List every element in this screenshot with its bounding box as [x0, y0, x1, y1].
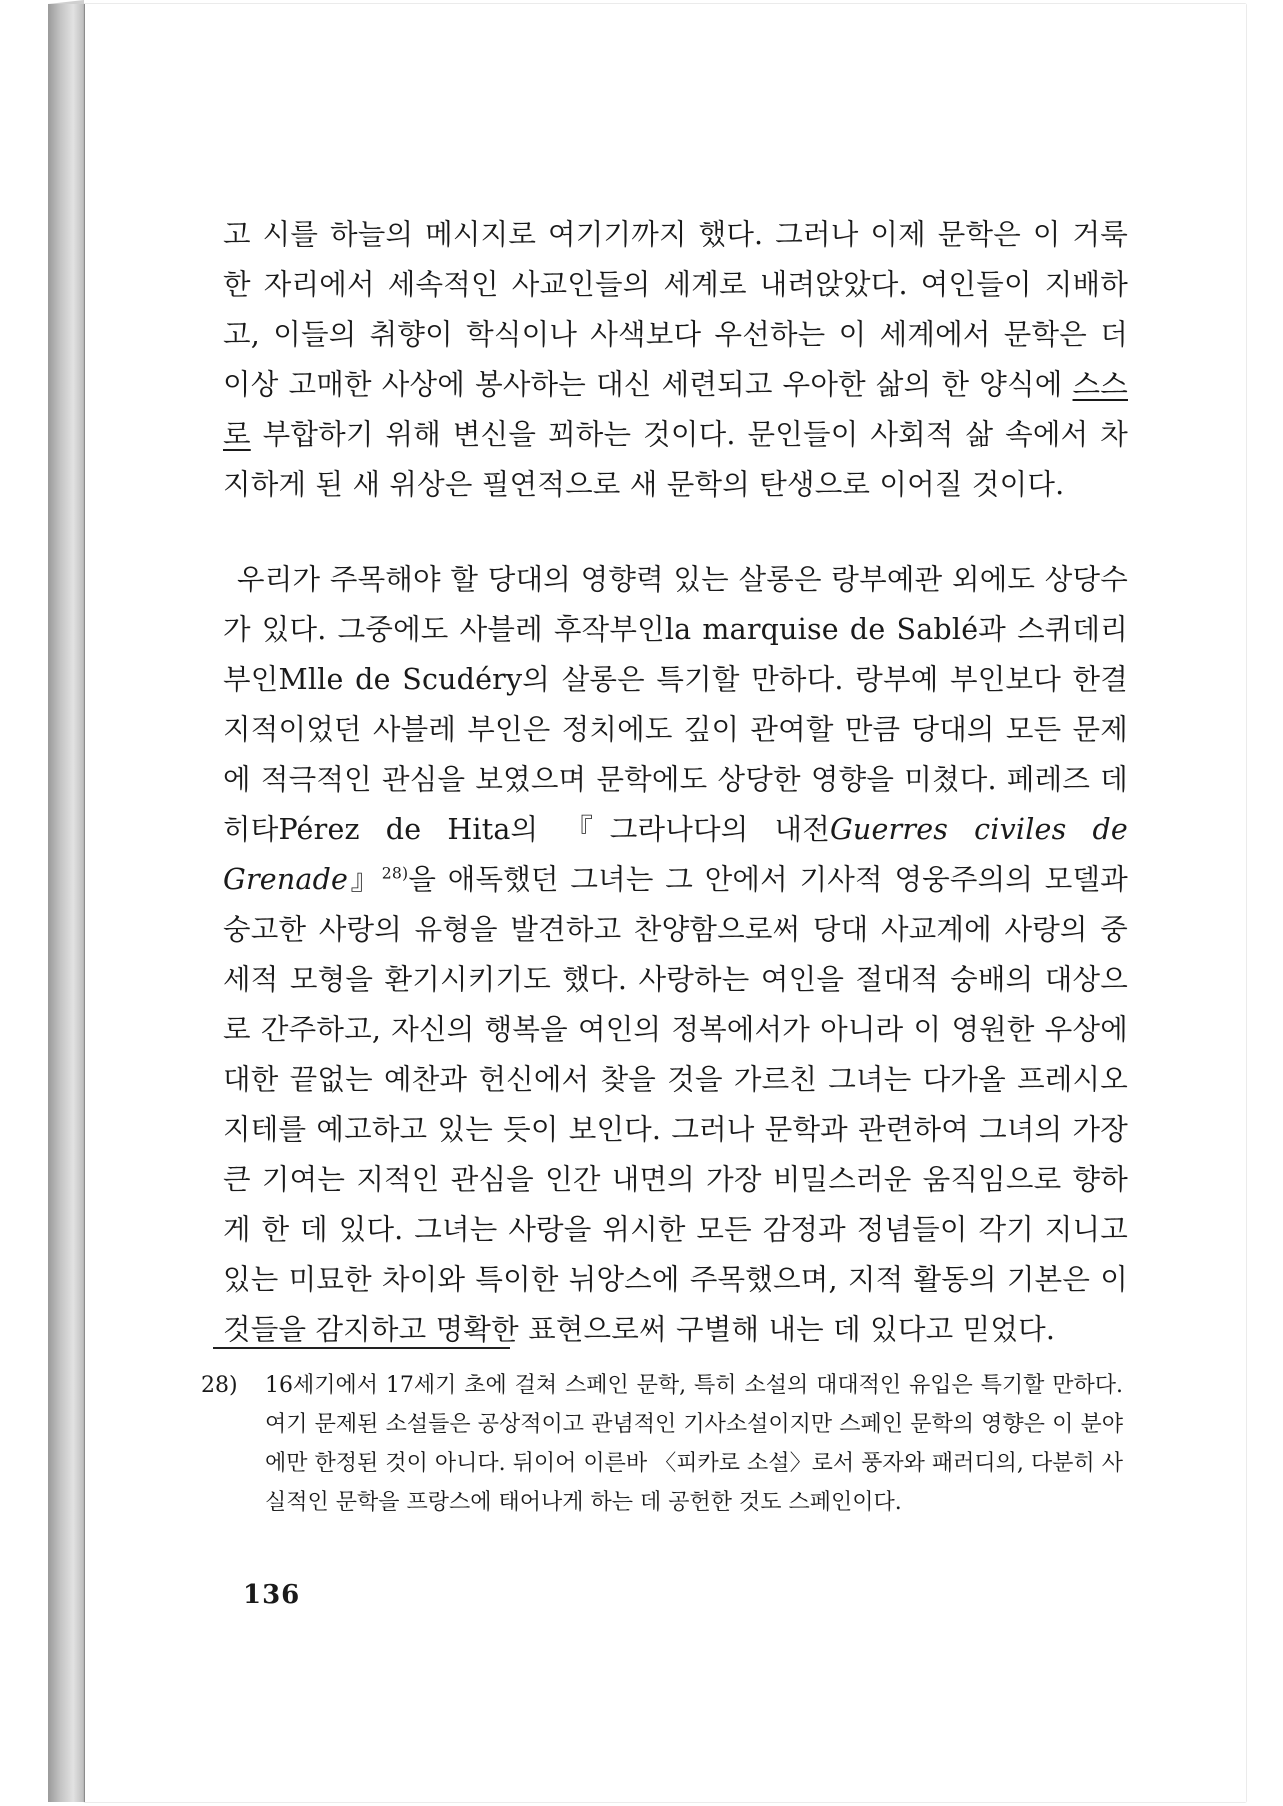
paragraph-1 — [223, 210, 1128, 510]
footnote-divider — [213, 1347, 510, 1349]
book-spine-edge — [48, 4, 84, 1802]
paragraph-2-text-end: 을 애독했던 그녀는 그 안에서 기사적 영웅주의의 모델과 숭고한 사랑의 유형을 발견하고 찬양함으로써 당대 사교계에 사랑의 중세적 모형을 환기시키기도 했다. 사랑하는 여인을 절대적 숭배의 대상으로 간주하고, 자신의 행복을 여인의 정복에서가 아니라 이 영원한 우상에 대한 끝없는 예찬과 헌신에서 찾을 것을 가르친 그녀는 다가올 프레시오지테를 예고하고 있는 듯이 보인다. 그러나 문학과 관련하여 그녀의 가장 큰 기여는 지적인 관심을 인간 내면의 가장 비밀스러운 움직임으로 향하게 한 데 있다. 그녀는 사랑을 위시한 모든 감정과 정념들이 각기 지니고 있는 미묘한 차이와 특이한 뉘앙스에 주목했으며, 지적 활동의 기본은 이것들을 감지하고 명확한 표현으로써 구별해 내는 데 있다고 믿었다. — [223, 863, 1128, 1346]
footnote-number: 28) — [201, 1373, 238, 1398]
book-title-italic: Guerres civiles de Grenade — [223, 813, 1128, 896]
footnote — [201, 1366, 1123, 1522]
paragraph-1-text: 고 시를 하늘의 메시지로 여기기까지 했다. 그러나 이제 문학은 이 거룩한 자리에서 세속적인 사교인들의 세계로 내려앉았다. 여인들이 지배하고, 이들의 취향이 학식이나 사색보다 우선하는 이 세계에서 문학은 더 이상 고매한 사상에 봉사하는 대신 세련되고 우아한 삶의 한 양식에 — [223, 218, 1128, 401]
paragraph-1-tail: 부합하기 위해 변신을 꾀하는 것이다. 문인들이 사회적 삶 속에서 차지하게 된 새 위상은 필연적으로 새 문학의 탄생으로 이어질 것이다. — [223, 418, 1128, 501]
footnote-text: 16세기에서 17세기 초에 걸쳐 스페인 문학, 특히 소설의 대대적인 유입은 특기할 만하다. 여기 문제된 소설들은 공상적이고 관념적인 기사소설이지만 스페인 문학의 영향은 이 분야에만 한정된 것이 아니다. 뒤이어 이른바 〈피카로 소설〉로서 풍자와 패러디의, 다분히 사실적인 문학을 프랑스에 태어나게 하는 데 공헌한 것도 스페인이다. — [265, 1373, 1123, 1515]
book-title-close-bracket: 』 — [348, 863, 382, 896]
paragraph-2 — [223, 555, 1128, 1355]
paragraph-1-underlined-word: 스스로 — [223, 368, 1128, 451]
page-number: 136 — [243, 1580, 301, 1610]
footnote-reference: 28) — [381, 863, 409, 883]
paragraph-2-text-start: 우리가 주목해야 할 당대의 영향력 있는 살롱은 랑부예관 외에도 상당수가 있다. 그중에도 사블레 후작부인la marquise de Sablé과 스퀴데리 부인Mlle de Scudéry의 살롱은 특기할 만하다. 랑부예 부인보다 한결 지적이었던 사블레 부인은 정치에도 깊이 관여할 만큼 당대의 모든 문제에 적극적인 관심을 보였으며 문학에도 상당한 영향을 미쳤다. 페레즈 데 히타Pérez de Hita의 『그라나다의 내전 — [223, 563, 1128, 846]
